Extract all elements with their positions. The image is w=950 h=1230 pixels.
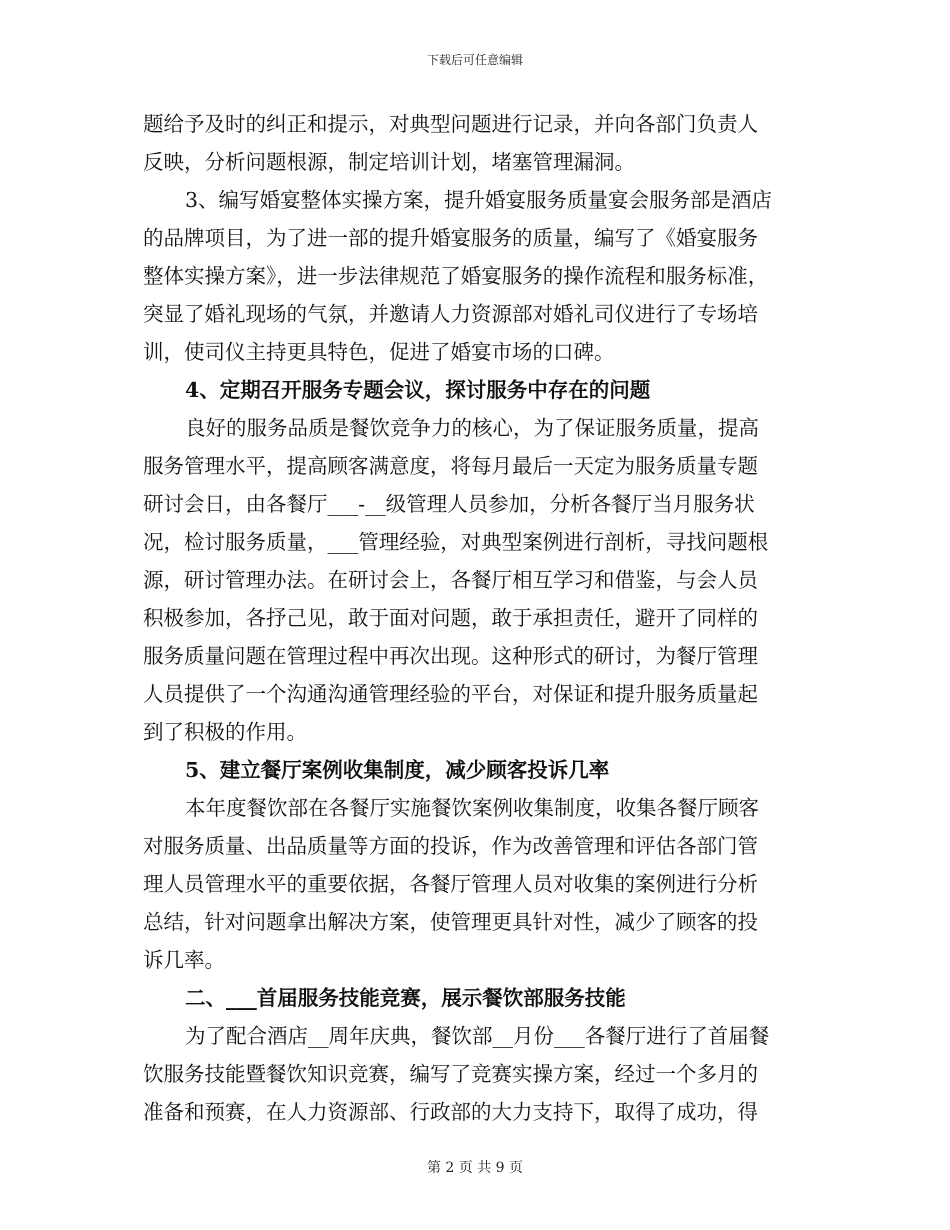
body-line: 况，检讨服务质量，___管理经验，对典型案例进行剖析，寻找问题根 xyxy=(143,530,769,554)
body-line: 对服务质量、出品质量等方面的投诉，作为改善管理和评估各部门管 xyxy=(143,834,758,858)
page-header: 下载后可任意编辑 xyxy=(426,53,523,67)
page-footer: 第 2 页 共 9 页 xyxy=(426,1160,524,1176)
body-line: 人员提供了一个沟通沟通管理经验的平台，对保证和提升服务质量起 xyxy=(143,682,758,706)
body-line: 题给予及时的纠正和提示，对典型问题进行记录，并向各部门负责人 xyxy=(143,112,758,136)
body-line: 积极参加，各抒己见，敢于面对问题，敢于承担责任，避开了同样的 xyxy=(143,606,758,630)
paragraph-start-line: 良好的服务品质是餐饮竞争力的核心，为了保证服务质量，提高 xyxy=(185,416,759,440)
body-line: 饮服务技能暨餐饮知识竞赛，编写了竞赛实操方案，经过一个多月的 xyxy=(143,1062,758,1086)
body-line: 准备和预赛，在人力资源部、行政部的大力支持下，取得了成功，得 xyxy=(143,1100,758,1124)
body-line: 研讨会日，由各餐厅___-__级管理人员参加，分析各餐厅当月服务状 xyxy=(143,492,755,516)
body-line: 服务管理水平，提高顾客满意度，将每月最后一天定为服务质量专题 xyxy=(143,454,758,478)
paragraph-start-line: 为了配合酒店__周年庆典，餐饮部__月份___各餐厅进行了首届餐 xyxy=(185,1024,770,1048)
body-line: 诉几率。 xyxy=(143,948,225,972)
body-line: 到了积极的作用。 xyxy=(143,720,307,744)
body-line: 的品牌项目，为了进一部的提升婚宴服务的质量，编写了《婚宴服务 xyxy=(143,226,758,250)
body-line: 反映，分析问题根源，制定培训计划，堵塞管理漏洞。 xyxy=(143,150,635,174)
document-body xyxy=(143,105,809,1131)
body-line: 理人员管理水平的重要依据，各餐厅管理人员对收集的案例进行分析 xyxy=(143,872,758,896)
body-line: 服务质量问题在管理过程中再次出现。这种形式的研讨，为餐厅管理 xyxy=(143,644,758,668)
body-line: 突显了婚礼现场的气氛，并邀请人力资源部对婚礼司仪进行了专场培 xyxy=(143,302,758,326)
body-line: 总结，针对问题拿出解决方案，使管理更具针对性，减少了顾客的投 xyxy=(143,910,758,934)
body-line: 整体实操方案》，进一步法律规范了婚宴服务的操作流程和服务标准， xyxy=(143,264,769,288)
section-heading: 二、___首届服务技能竞赛，展示餐饮部服务技能 xyxy=(185,986,626,1010)
paragraph-start-line: 3、编写婚宴整体实操方案，提升婚宴服务质量宴会服务部是酒店 xyxy=(185,188,773,212)
body-line: 训，使司仪主持更具特色，促进了婚宴市场的口碑。 xyxy=(143,340,615,364)
section-heading: 5、建立餐厅案例收集制度，减少顾客投诉几率 xyxy=(185,758,610,782)
body-line: 源，研讨管理办法。在研讨会上，各餐厅相互学习和借鉴，与会人员 xyxy=(143,568,758,592)
section-heading: 4、定期召开服务专题会议，探讨服务中存在的问题 xyxy=(185,378,651,402)
paragraph-start-line: 本年度餐饮部在各餐厅实施餐饮案例收集制度，收集各餐厅顾客 xyxy=(185,796,759,820)
